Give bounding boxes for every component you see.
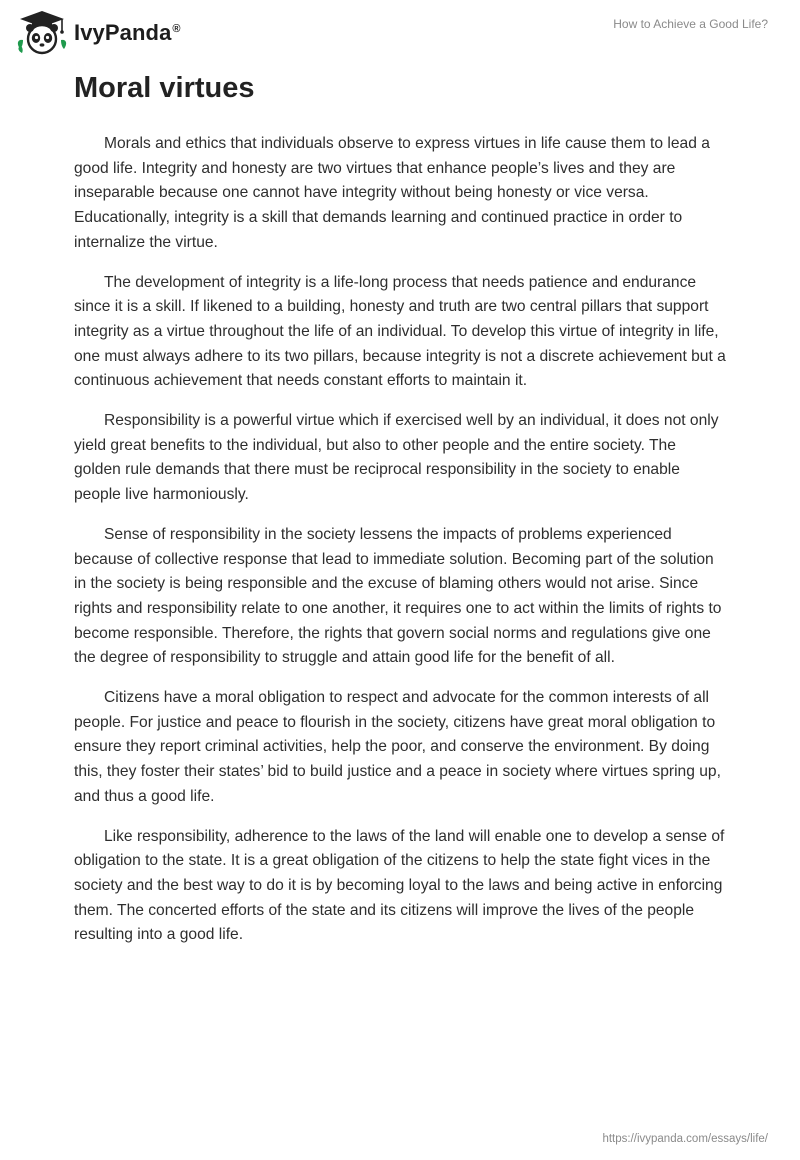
paragraph-1: Morals and ethics that individuals observe to express virtues in life cause them to lead a good life. Integrity and honesty are two virtues that enhance people’s lives and they are inseparable because one cannot have integrity without being honesty or vice versa. Educationally, integrity is a skill that demands learning and continued practice in order to internalize the virtue. bbox=[74, 135, 710, 251]
brand-logo[interactable] bbox=[14, 9, 181, 57]
document-title: How to Achieve a Good Life? bbox=[613, 17, 768, 31]
source-url[interactable]: https://ivypanda.com/essays/life/ bbox=[602, 1133, 768, 1145]
section-heading: Moral virtues bbox=[74, 72, 255, 104]
paragraph-5: Citizens have a moral obligation to respect and advocate for the common interests of all people. For justice and peace to flourish in the society, citizens have great moral obligation to ensure they report criminal activities, help the poor, and conserve the environment. By doing this, they foster their states’ bid to build justice and a peace in society where virtues spring up, and thus a good life. bbox=[74, 689, 721, 805]
paragraph-2: The development of integrity is a life-long process that needs patience and endurance since it is a skill. If likened to a building, honesty and truth are two central pillars that support integrity as a virtue throughout the life of an individual. To develop this virtue of integrity in life, one must always adhere to its two pillars, because integrity is not a discrete achievement but a continuous achievement that needs constant efforts to maintain it. bbox=[74, 273, 726, 390]
registered-mark: ® bbox=[172, 22, 181, 35]
paragraph-4: Sense of responsibility in the society lessens the impacts of problems experienced because of collective response that lead to immediate solution. Becoming part of the solution in the society is being responsible and the excuse of blaming others would not arise. Since rights and responsibility relate to one another, it requires one to act within the limits of rights to become responsible. Therefore, the rights that govern social norms and regulations give one the degree of responsibility to struggle and attain good life for the benefit of all. bbox=[74, 525, 722, 667]
essay-body bbox=[74, 132, 726, 963]
brand-name: IvyPanda® bbox=[74, 20, 181, 45]
paragraph-3: Responsibility is a powerful virtue which if exercised well by an individual, it does not only yield great benefits to the individual, but also to other people and the entire society. The golden rule demands that there must be reciprocal responsibility in the society to enable people live harmoniously. bbox=[74, 412, 719, 504]
page-header bbox=[0, 0, 800, 62]
panda-graduate-icon bbox=[14, 9, 70, 57]
paragraph-6: Like responsibility, adherence to the laws of the land will enable one to develop a sense of obligation to the state. It is a great obligation of the citizens to help the state fight vices in the society and the best way to do it is by becoming loyal to the laws and being active in enforcing them. The concerted efforts of the state and its citizens will improve the lives of the people resulting into a good life. bbox=[74, 827, 725, 944]
